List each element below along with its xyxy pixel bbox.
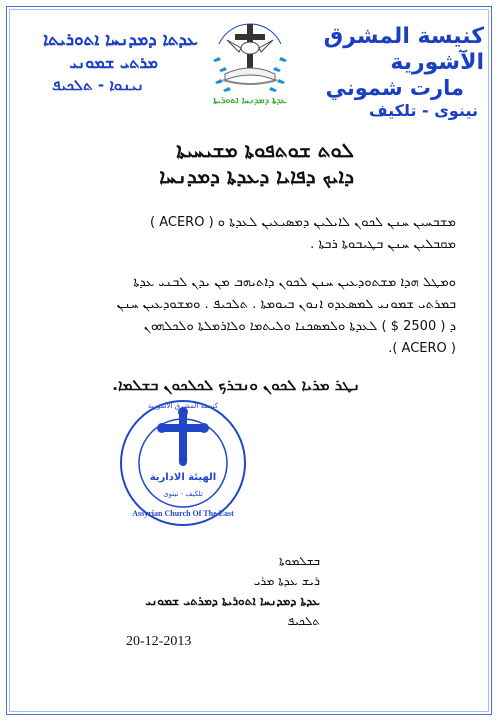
signature-line-2: ܪܝܫ ܥܕܬܐ ܡܪܝ <box>253 574 320 588</box>
paragraph-2-line-3: ܕ ( 2500 $ ) ܠܥܕܬܐ ܘܠܡܣܟܢܐ ܘܠܝܬܡܐ ܘܠܐܪܡܠܬܐ ܘܠܟܠܗܘܢ <box>143 319 456 334</box>
signature-line-1: ܒܫܠܡܘܬܐ <box>278 554 320 568</box>
church-logo <box>205 14 295 108</box>
signature-line-4: ܬܠܟܝܦ <box>287 614 320 628</box>
letter-paragraph-1 <box>40 212 456 256</box>
letter-date: 20-12-2013 <box>126 634 192 649</box>
letter-title-line1: ܠܘܬ ܫܘܬܦܘܬܐ ܡܫܝܚܝܬܐ <box>176 138 354 162</box>
logo-caption: ܥܕܬܐ ܕܡܕܢܚܐ ܐܬܘܪܝܬܐ <box>213 96 287 106</box>
official-seal-stamp <box>118 398 248 528</box>
paragraph-2-line-4: ( ACERO ). <box>388 341 456 356</box>
seal-top-text: كنيسة المشرق الآشورية <box>147 402 219 410</box>
letter-closing: ܢܛܪ ܡܪܝܐ ܠܟܘܢ ܘܢܒܪܟ ܠܟܠܟܘܢ ܒܫܠܡܐ. <box>112 376 360 394</box>
header-arabic-church-name: كنيسة المشرق الآشورية <box>323 24 484 75</box>
paragraph-1-line-1: ܡܫܒܚܝܢ ܚܢܢ ܠܟܘܢ ܠܐܝܠܝܢ ܕܡܣܝܥܝܢ ܠܥܕܬܐ ܘ ( ACERO ) <box>149 215 456 230</box>
logo-dove <box>241 42 259 54</box>
logo-cross-horizontal <box>235 34 265 40</box>
seal-english-text: Assyrian Church Of The East <box>132 509 234 518</box>
header-syriac-block <box>12 28 198 96</box>
letter-paragraph-2 <box>40 272 456 360</box>
signature-line-3: ܥܕܬܐ ܕܡܕܢܚܐ ܐܬܘܪܝܬܐ ܕܡܪܬܝ ܫܡܘܢܝ <box>145 594 320 608</box>
header-arabic-block <box>314 24 484 122</box>
seal-cross-icon <box>157 407 209 466</box>
logo-open-book <box>225 68 275 80</box>
seal-center-text: الهيئة الادارية <box>149 472 217 483</box>
header-arabic-location: نينوى - تلكيف <box>369 101 478 120</box>
header-arabic-parish: مارت شموني <box>325 76 464 100</box>
paragraph-2-line-2: ܒܡܪܬܝ ܫܡܘܢܝ ܠܡܣܥܕܘ ܐܢܘܢ ܒܝܘܡܬܐ . ܬܠܟܝܦ . ܘܡܫܘܕܥܝܢ ܚܢܢ <box>116 297 456 312</box>
seal-lower-text: تلكيف - نينوى <box>163 490 203 498</box>
paragraph-1-line-2: ܡܩܒܠܝܢ ܚܢܢ ܒܛܝܒܘܬܐ ܪܒܬܐ . <box>310 237 456 252</box>
letter-title-line2: ܕܐܝܟ ܕܦܐܝܐ ܕܥܕܬܐ ܕܡܕܢܚܐ <box>159 164 354 188</box>
header-syriac-location: ܢܝܢܘܐ - ܬܠܟܝܦ <box>51 76 144 94</box>
logo-book-base <box>223 80 277 84</box>
header-syriac-church-name: ܥܕܬܐ ܕܡܕܢܚܐ ܐܬܘܪܝܬܐ <box>43 30 198 50</box>
header-syriac-parish: ܡܪܬܝ ܫܡܘܢܝ <box>69 53 158 72</box>
paragraph-2-line-1: ܘܡܛܠ ܗܕܐ ܡܫܬܘܕܥܝܢ ܚܢܢ ܠܟܘܢ ܕܐܬܝܗܒ ܡܢ ܝܕܢ ܠܒܢܝ ܥܕܬܐ <box>133 275 456 290</box>
